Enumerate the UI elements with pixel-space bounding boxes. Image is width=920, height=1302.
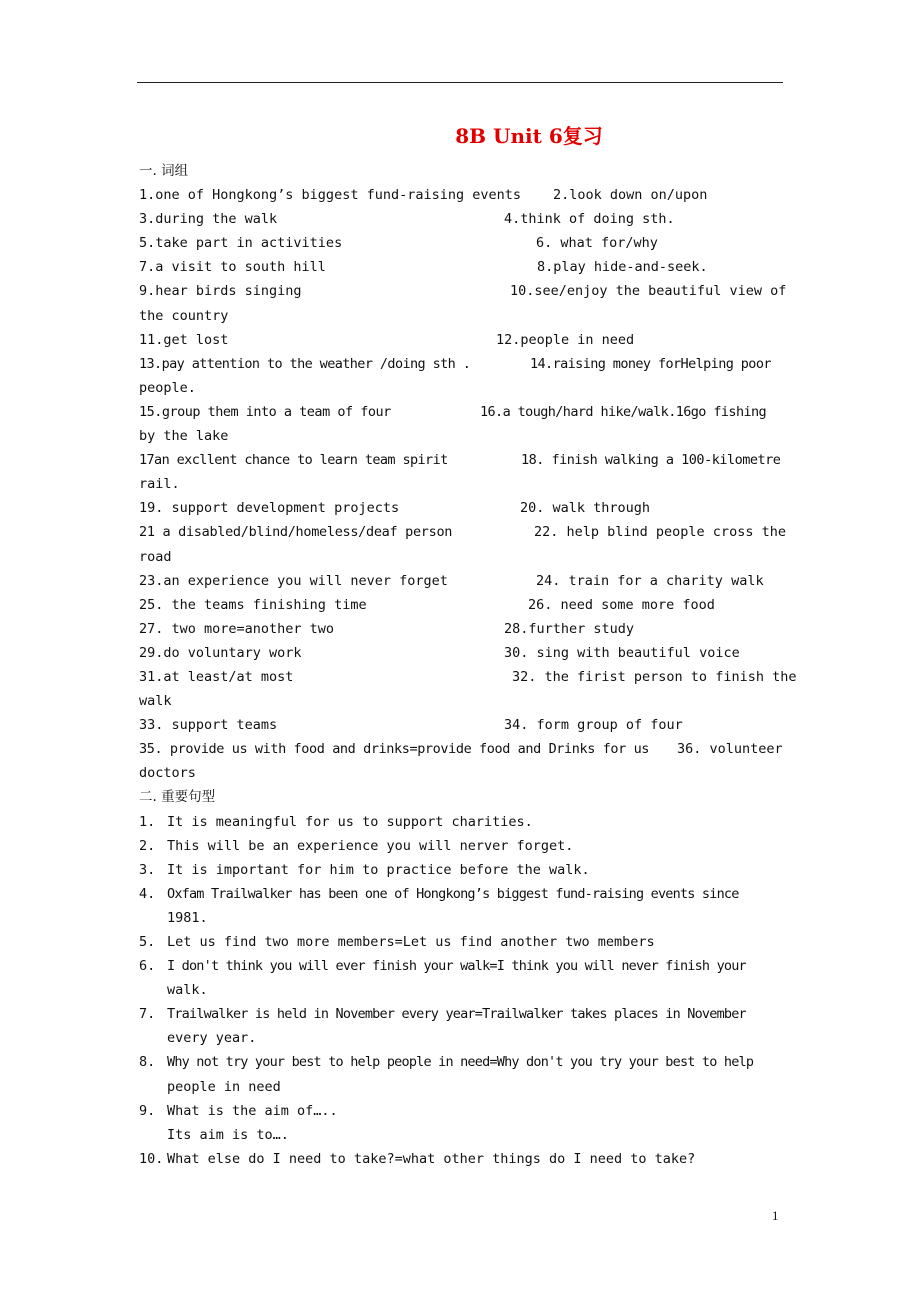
page-number: 1 [772,1208,779,1223]
sentence-item-cont [139,1123,781,1147]
sentence-number: 3. [139,861,156,878]
phrase-30: 30. sing with beautiful voice [504,644,740,661]
sentence-text: This will be an experience you will nerver forget. [167,837,574,854]
phrase-25: 25. the teams finishing time [139,596,367,613]
sentence-number: 8. [139,1054,156,1071]
sentence-text-cont: people in need [167,1078,281,1095]
sentence-item [139,954,781,978]
phrase-36: 36. volunteer [677,741,783,758]
document-body [139,159,797,1171]
phrase-18-cont: rail. [139,476,180,493]
phrase-10: 10.see/enjoy the beautiful view of [510,283,787,300]
phrase-13: 13.pay attention to the weather /doing sth . [139,355,471,372]
phrase-7: 7.a visit to south hill [139,259,326,276]
phrase-5: 5.take part in activities [139,235,343,252]
phrase-23: 23.an experience you will never forget [139,572,448,589]
phrase-row [139,424,781,448]
phrase-row [139,183,781,207]
phrase-12: 12.people in need [496,331,635,348]
phrase-22-cont: road [139,548,172,565]
phrase-20: 20. walk through [520,500,651,517]
sentence-item-cont [139,906,781,930]
section-heading-sentences [139,785,781,809]
phrase-14: 14.raising money forHelping poor [530,355,771,372]
phrase-16-cont: by the lake [139,428,229,445]
phrase-row [139,472,781,496]
sentence-number: 7. [139,1006,156,1023]
phrase-15: 15.group them into a team of four [139,403,391,420]
sentence-item [139,858,781,882]
phrase-18: 18. finish walking a 100-kilometre [521,452,781,469]
phrase-row [139,617,781,641]
sentence-item [139,810,781,834]
sentence-text: What else do I need to take?=what other things do I need to take? [167,1150,696,1167]
phrase-11: 11.get lost [139,331,229,348]
phrase-24: 24. train for a charity walk [536,572,764,589]
sentence-item-cont [139,1075,781,1099]
sentence-text-cont: every year. [167,1030,257,1047]
sentence-item [139,1002,781,1026]
phrase-34: 34. form group of four [504,717,683,734]
phrase-2: 2.look down on/upon [553,187,708,204]
sentence-number: 9. [139,1102,156,1119]
phrase-row [139,400,781,424]
phrase-row [139,376,781,400]
sentence-number: 1. [139,813,156,830]
phrase-row [139,665,797,689]
phrase-row [139,328,781,352]
phrase-8: 8.play hide-and-seek. [537,259,708,276]
phrase-1: 1.one of Hongkong’s biggest fund-raising events [139,187,522,204]
phrase-row [139,689,781,713]
phrase-32: 32. the firist person to finish the [512,668,797,685]
phrase-6: 6. what for/why [536,235,658,252]
phrase-row [139,737,781,761]
sentence-number: 2. [139,837,156,854]
phrase-row [139,545,781,569]
phrase-27: 27. two more=another two [139,620,335,637]
sentences-heading: 二. 重要句型 [139,789,216,806]
sentence-text: Trailwalker is held in November every year=Trailwalker takes places in November [167,1006,746,1023]
sentence-item [139,882,781,906]
sentence-text: Oxfam Trailwalker has been one of Hongkong’s biggest fund-raising events since [167,885,739,902]
phrase-4: 4.think of doing sth. [504,211,675,228]
phrase-row [139,641,781,665]
phrase-16: 16.a tough/hard hike/walk.16go fishing [480,403,767,420]
phrase-22: 22. help blind people cross the [534,524,786,541]
sentence-text-cont: 1981. [167,909,208,926]
section-heading-phrases [139,159,781,183]
sentence-number: 4. [139,885,156,902]
sentence-item [139,1147,781,1171]
sentence-text-cont: Its aim is to…. [167,1126,289,1143]
sentence-item [139,930,781,954]
phrase-36-cont: doctors [139,765,196,782]
phrase-row [139,520,786,544]
phrase-3: 3.during the walk [139,211,278,228]
phrase-33: 33. support teams [139,717,278,734]
phrase-28: 28.further study [504,620,635,637]
phrase-row [139,593,781,617]
sentence-number: 10. [139,1150,164,1167]
sentence-text: It is important for him to practice before the walk. [167,861,590,878]
phrase-32-cont: walk [139,693,172,710]
phrase-29: 29.do voluntary work [139,644,302,661]
sentence-item [139,1099,781,1123]
page-title: 8B Unit 6复习 [455,124,603,148]
sentence-text-cont: walk. [167,982,208,999]
phrase-10-cont: the country [139,307,229,324]
sentence-text: Why not try your best to help people in need=Why don't you try your best to help [167,1054,754,1071]
phrase-9: 9.hear birds singing [139,283,302,300]
phrase-row [139,569,781,593]
sentence-text: What is the aim of….. [167,1102,338,1119]
phrase-row [139,448,781,472]
phrase-row [139,279,787,303]
phrase-19: 19. support development projects [139,500,400,517]
phrase-17: 17an excllent chance to learn team spirit [139,452,448,469]
phrase-row [139,352,781,376]
header-rule [137,82,783,83]
sentence-item [139,1050,781,1074]
phrase-row [139,496,781,520]
sentence-text: It is meaningful for us to support charities. [167,813,533,830]
sentence-item-cont [139,1026,781,1050]
sentence-number: 6. [139,958,156,975]
sentence-text: I don't think you will ever finish your walk=I think you will never finish your [167,958,746,975]
phrase-row [139,207,781,231]
phrase-row [139,231,781,255]
phrase-row [139,255,781,279]
phrase-row [139,304,781,328]
sentence-item [139,834,781,858]
phrase-21: 21 a disabled/blind/homeless/deaf person [139,524,453,541]
sentence-number: 5. [139,934,156,950]
phrase-26: 26. need some more food [528,596,715,613]
phrase-35: 35. provide us with food and drinks=provide food and Drinks for us [139,741,650,758]
phrases-heading: 一. 词组 [139,163,189,179]
sentence-text: Let us find two more members=Let us find another two members [167,934,655,950]
phrase-14-cont: people. [139,379,196,396]
phrase-row [139,713,781,737]
sentence-item-cont [139,978,781,1002]
phrase-row [139,761,781,785]
phrase-31: 31.at least/at most [139,668,294,685]
